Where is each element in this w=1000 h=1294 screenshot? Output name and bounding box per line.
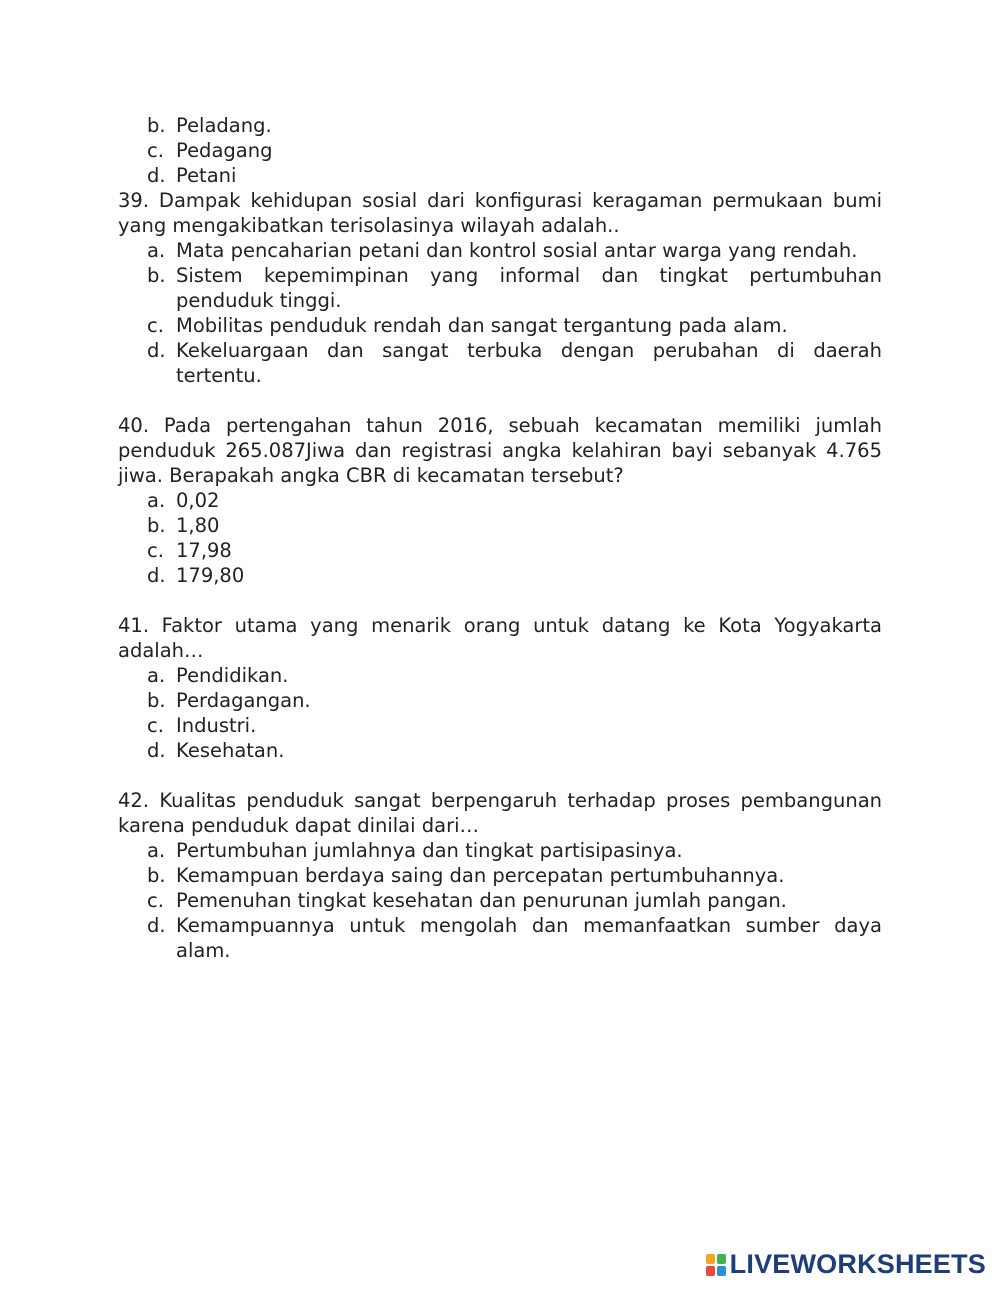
- option-c[interactable]: [118, 313, 882, 338]
- option-text: Peladang.: [176, 114, 272, 137]
- option-d[interactable]: [118, 738, 882, 763]
- question-39: [118, 188, 882, 388]
- option-a[interactable]: [118, 488, 882, 513]
- option-text: Sistem kepemimpinan yang informal dan tingkat pertumbuhan penduduk tinggi.: [176, 264, 882, 312]
- option-text: Pendidikan.: [176, 664, 289, 687]
- option-text: 0,02: [176, 489, 220, 512]
- option-d[interactable]: [118, 913, 882, 963]
- option-text: Pertumbuhan jumlahnya dan tingkat partisipasinya.: [176, 839, 683, 862]
- option-d[interactable]: [118, 163, 882, 188]
- option-letter: c.: [147, 539, 164, 562]
- option-letter: b.: [147, 689, 166, 712]
- option-text: Kesehatan.: [176, 739, 285, 762]
- option-letter: b.: [147, 864, 166, 887]
- question-text: 40. Pada pertengahan tahun 2016, sebuah kecamatan memiliki jumlah penduduk 265.087Jiwa dan registrasi angka kelahiran bayi sebanyak 4.765 jiwa. Berapakah angka CBR di kecamatan tersebut?: [118, 414, 882, 487]
- option-letter: c.: [147, 889, 164, 912]
- option-b[interactable]: [118, 863, 882, 888]
- question-text: 41. Faktor utama yang menarik orang untuk datang ke Kota Yogyakarta adalah…: [118, 614, 882, 662]
- option-letter: b.: [147, 514, 166, 537]
- option-b[interactable]: [118, 263, 882, 313]
- option-text: Pedagang: [176, 139, 273, 162]
- option-letter: d.: [147, 164, 166, 187]
- question-41: [118, 613, 882, 763]
- option-a[interactable]: [118, 663, 882, 688]
- option-text: Kekeluargaan dan sangat terbuka dengan perubahan di daerah tertentu.: [176, 339, 882, 387]
- option-d[interactable]: [118, 338, 882, 388]
- option-letter: b.: [147, 264, 166, 287]
- worksheet-page: [118, 113, 882, 988]
- option-letter: a.: [147, 489, 166, 512]
- question-42: [118, 788, 882, 963]
- option-letter: b.: [147, 114, 166, 137]
- option-letter: a.: [147, 839, 166, 862]
- option-b[interactable]: [118, 113, 882, 138]
- option-text: Kemampuan berdaya saing dan percepatan pertumbuhannya.: [176, 864, 785, 887]
- option-d[interactable]: [118, 563, 882, 588]
- option-letter: d.: [147, 564, 166, 587]
- logo-icon-square: [717, 1254, 726, 1264]
- option-letter: c.: [147, 139, 164, 162]
- option-b[interactable]: [118, 688, 882, 713]
- logo-icon-square: [717, 1266, 726, 1276]
- option-b[interactable]: [118, 513, 882, 538]
- question-text: 39. Dampak kehidupan sosial dari konfigurasi keragaman permukaan bumi yang mengakibatkan terisolasinya wilayah adalah..: [118, 189, 882, 237]
- option-letter: c.: [147, 714, 164, 737]
- logo-icon-square: [706, 1266, 715, 1276]
- liveworksheets-logo[interactable]: [706, 1249, 986, 1280]
- option-text: Perdagangan.: [176, 689, 311, 712]
- logo-text: LIVEWORKSHEETS: [729, 1249, 986, 1279]
- option-c[interactable]: [118, 538, 882, 563]
- option-c[interactable]: [118, 713, 882, 738]
- option-letter: d.: [147, 339, 166, 362]
- question-options: [118, 663, 882, 763]
- logo-icon-square: [706, 1254, 715, 1264]
- option-c[interactable]: [118, 888, 882, 913]
- option-letter: d.: [147, 739, 166, 762]
- option-text: Kemampuannya untuk mengolah dan memanfaatkan sumber daya alam.: [176, 914, 882, 962]
- option-text: Petani: [176, 164, 237, 187]
- option-text: 17,98: [176, 539, 232, 562]
- previous-question-options: [118, 113, 882, 188]
- option-letter: a.: [147, 239, 166, 262]
- question-options: [118, 838, 882, 963]
- option-c[interactable]: [118, 138, 882, 163]
- option-a[interactable]: [118, 838, 882, 863]
- option-letter: a.: [147, 664, 166, 687]
- option-a[interactable]: [118, 238, 882, 263]
- question-options: [118, 488, 882, 588]
- option-letter: d.: [147, 914, 166, 937]
- question-text: 42. Kualitas penduduk sangat berpengaruh terhadap proses pembangunan karena penduduk dapat dinilai dari…: [118, 789, 882, 837]
- option-text: Pemenuhan tingkat kesehatan dan penurunan jumlah pangan.: [176, 889, 787, 912]
- option-text: 179,80: [176, 564, 245, 587]
- option-text: Industri.: [176, 714, 257, 737]
- option-letter: c.: [147, 314, 164, 337]
- question-40: [118, 413, 882, 588]
- question-options: [118, 238, 882, 388]
- option-text: Mobilitas penduduk rendah dan sangat tergantung pada alam.: [176, 314, 788, 337]
- option-text: Mata pencaharian petani dan kontrol sosial antar warga yang rendah.: [176, 239, 858, 262]
- option-text: 1,80: [176, 514, 220, 537]
- liveworksheets-logo-icon: [706, 1254, 726, 1276]
